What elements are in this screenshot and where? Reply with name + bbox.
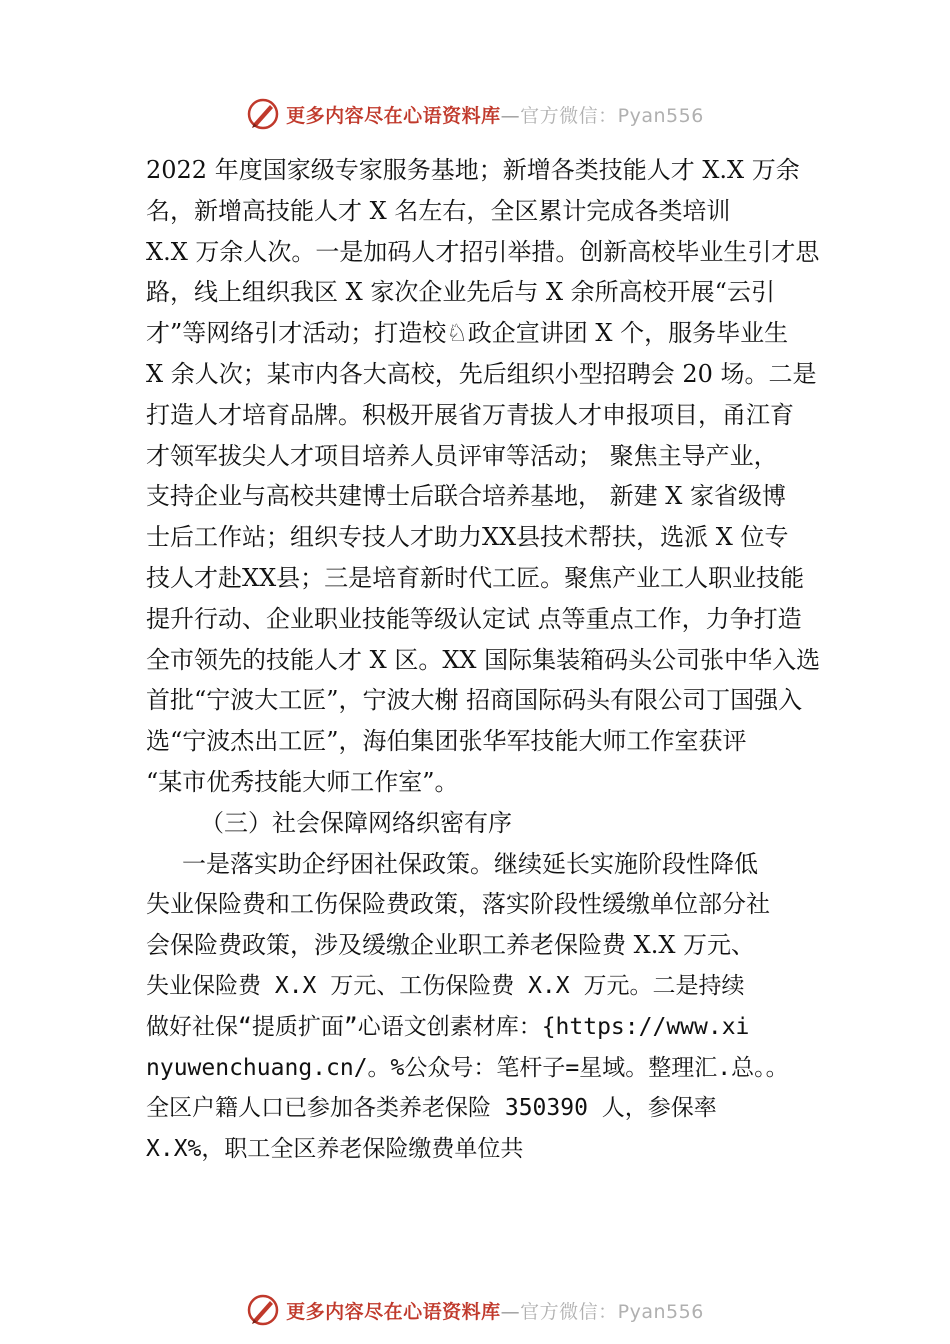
banner-text: [286, 101, 704, 128]
body-line: 技人才赴XX县；三是培育新时代工匠。聚焦产业工人职业技能: [146, 563, 805, 592]
body-line: 失业保险费 X.X 万元、工伤保险费 X.X 万元。二是持续: [146, 972, 745, 999]
banner-wechat-text: 官方微信：Pyan556: [520, 1300, 704, 1323]
section-heading: （三）社会保障网络织密有序: [200, 808, 512, 837]
body-line: 选“宁波杰出工匠”，海伯集团张华军技能大师工作室获评: [146, 727, 747, 756]
body-line: 2022 年度国家级专家服务基地；新增各类技能人才 X.X 万余: [146, 156, 800, 184]
body-line: 才”等网络引才活动；打造校♘政企宣讲团 X 个，服务毕业生: [146, 319, 789, 348]
body-line: “某市优秀技能大师工作室”。: [146, 767, 459, 796]
body-line: 打造人才培育品牌。积极开展省万青拔人才申报项目，甬江育: [146, 400, 794, 429]
body-line: 首批“宁波大工匠”，宁波大榭 招商国际码头有限公司丁国强入: [146, 686, 803, 715]
body-line: 全市领先的技能人才 X 区。XX 国际集装箱码头公司张中华入选: [146, 645, 821, 674]
body-line: 士后工作站；组织专技人才助力XX县技术帮扶，选派 X 位专: [146, 523, 789, 552]
body-line: 路，线上组织我区 X 家次企业先后与 X 余所高校开展“云引: [146, 278, 775, 307]
body-line: 全区户籍人口已参加各类养老保险 350390 人，参保率: [146, 1095, 717, 1122]
paragraph-first-line: 一是落实助企纾困社保政策。继续延长实施阶段性降低: [182, 849, 758, 878]
banner-dash: —: [500, 1300, 521, 1323]
brush-logo-icon: [246, 97, 280, 131]
banner-main-text: 更多内容尽在心语资料库: [286, 1300, 501, 1323]
banner-text: [286, 1297, 704, 1324]
body-line: 做好社保“提质扩面”心语文创素材库：{https://www.xi: [146, 1013, 750, 1040]
body-line: X.X%，职工全区养老保险缴费单位共: [146, 1136, 524, 1163]
banner-main-text: 更多内容尽在心语资料库: [286, 104, 501, 127]
body-line: nyuwenchuang.cn/。%公众号：笔杆子=星域。整理汇.总。。: [146, 1054, 789, 1081]
body-line: 才领军拔尖人才项目培养人员评审等活动； 聚焦主导产业，: [146, 441, 778, 470]
header-banner: [0, 94, 950, 134]
body-line: 支持企业与高校共建博士后联合培养基地， 新建 X 家省级博: [146, 482, 786, 511]
footer-banner: [0, 1290, 950, 1330]
document-body: [146, 150, 836, 1170]
brush-logo-icon: [246, 1293, 280, 1327]
body-line: 失业保险费和工伤保险费政策，落实阶段性缓缴单位部分社: [146, 890, 770, 919]
body-line: 提升行动、企业职业技能等级认定试 点等重点工作，力争打造: [146, 604, 802, 633]
body-line: 会保险费政策，涉及缓缴企业职工养老保险费 X.X 万元、: [146, 931, 756, 960]
body-line: X 余人次；某市内各大高校，先后组织小型招聘会 20 场。二是: [146, 359, 817, 388]
banner-dash: —: [500, 104, 521, 127]
banner-wechat-text: 官方微信：Pyan556: [520, 104, 704, 127]
body-line: 名，新增高技能人才 X 名左右，全区累计完成各类培训: [146, 196, 731, 225]
body-line: X.X 万余人次。一是加码人才招引举措。创新高校毕业生引才思: [146, 237, 820, 266]
